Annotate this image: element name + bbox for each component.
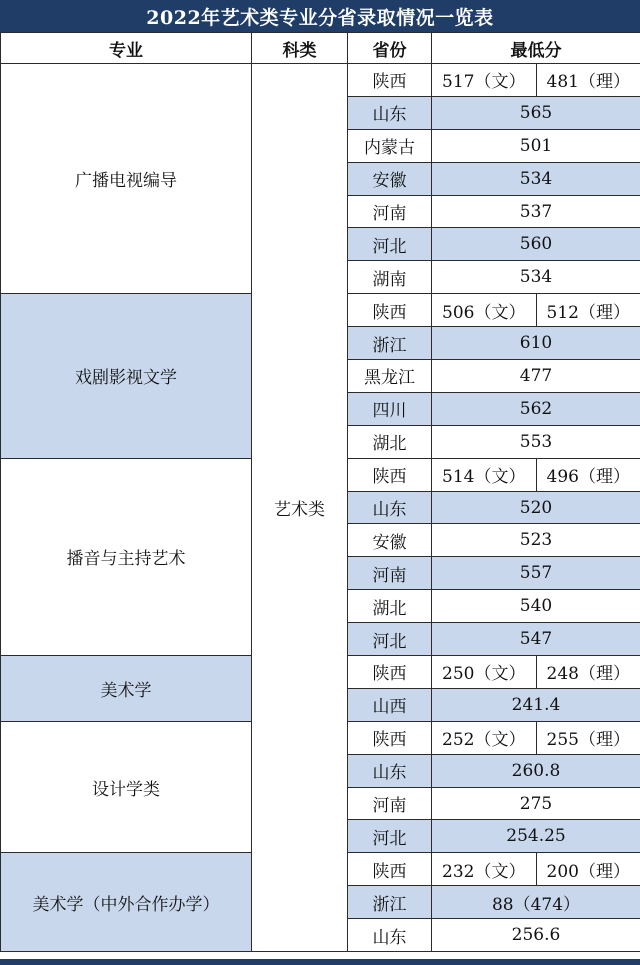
score-cell: 254.25 <box>432 820 640 853</box>
major-cell: 戏剧影视文学 <box>1 294 252 458</box>
province-cell: 陕西 <box>348 64 432 97</box>
score-cell <box>432 294 640 327</box>
score-cell: 88（474） <box>432 886 640 919</box>
province-cell: 河南 <box>348 787 432 820</box>
province-cell: 山西 <box>348 688 432 721</box>
score-cell: 557 <box>432 557 640 590</box>
province-cell: 陕西 <box>348 656 432 689</box>
bottom-bar <box>0 959 640 965</box>
province-cell: 山东 <box>348 96 432 129</box>
table-body <box>1 64 640 952</box>
province-cell: 河南 <box>348 195 432 228</box>
score-wen: 232（文） <box>442 861 526 882</box>
score-cell: 534 <box>432 261 640 294</box>
score-cell: 540 <box>432 590 640 623</box>
province-cell: 四川 <box>348 392 432 425</box>
province-cell: 内蒙古 <box>348 129 432 162</box>
score-wen: 517（文） <box>442 72 526 93</box>
score-cell: 565 <box>432 96 640 129</box>
province-cell: 安徽 <box>348 162 432 195</box>
score-cell: 520 <box>432 491 640 524</box>
header-min-score: 最低分 <box>432 33 640 64</box>
province-cell: 湖北 <box>348 590 432 623</box>
score-cell: 560 <box>432 228 640 261</box>
province-cell: 湖北 <box>348 425 432 458</box>
score-wen: 514（文） <box>442 467 526 488</box>
score-cell: 477 <box>432 360 640 393</box>
score-wen: 252（文） <box>442 730 526 751</box>
province-cell: 河北 <box>348 623 432 656</box>
province-cell: 陕西 <box>348 853 432 886</box>
score-cell <box>432 64 640 97</box>
province-cell: 浙江 <box>348 327 432 360</box>
score-cell: 241.4 <box>432 688 640 721</box>
score-cell: 501 <box>432 129 640 162</box>
score-cell: 256.6 <box>432 919 640 952</box>
score-cell: 534 <box>432 162 640 195</box>
score-cell: 537 <box>432 195 640 228</box>
score-cell: 610 <box>432 327 640 360</box>
header-major: 专业 <box>1 33 252 64</box>
admission-table <box>0 32 640 952</box>
header-province: 省份 <box>348 33 432 64</box>
major-cell: 设计学类 <box>1 721 252 853</box>
province-cell: 陕西 <box>348 721 432 754</box>
category-cell: 艺术类 <box>252 64 348 952</box>
province-cell: 陕西 <box>348 294 432 327</box>
score-cell <box>432 656 640 689</box>
page-title: 2022年艺术类专业分省录取情况一览表 <box>0 0 640 32</box>
score-cell <box>432 721 640 754</box>
score-cell <box>432 853 640 886</box>
province-cell: 陕西 <box>348 458 432 491</box>
province-cell: 河南 <box>348 557 432 590</box>
major-cell: 美术学 <box>1 656 252 722</box>
province-cell: 浙江 <box>348 886 432 919</box>
province-cell: 河北 <box>348 228 432 261</box>
province-cell: 山东 <box>348 919 432 952</box>
major-cell: 美术学（中外合作办学） <box>1 853 252 952</box>
score-cell: 275 <box>432 787 640 820</box>
score-cell: 523 <box>432 524 640 557</box>
score-li: 200（理） <box>536 853 640 885</box>
score-cell <box>432 458 640 491</box>
score-li: 255（理） <box>536 722 640 754</box>
province-cell: 安徽 <box>348 524 432 557</box>
score-li: 481（理） <box>536 64 640 96</box>
province-cell: 山东 <box>348 491 432 524</box>
province-cell: 河北 <box>348 820 432 853</box>
score-li: 512（理） <box>536 294 640 326</box>
major-cell: 广播电视编导 <box>1 64 252 294</box>
score-wen: 250（文） <box>442 664 526 685</box>
table-row <box>1 64 640 97</box>
score-cell: 562 <box>432 392 640 425</box>
score-cell: 553 <box>432 425 640 458</box>
major-cell: 播音与主持艺术 <box>1 458 252 655</box>
score-wen: 506（文） <box>442 302 526 323</box>
score-cell: 260.8 <box>432 754 640 787</box>
score-li: 496（理） <box>536 459 640 491</box>
header-row <box>1 33 640 64</box>
province-cell: 山东 <box>348 754 432 787</box>
score-li: 248（理） <box>536 656 640 688</box>
province-cell: 湖南 <box>348 261 432 294</box>
score-cell: 547 <box>432 623 640 656</box>
province-cell: 黑龙江 <box>348 360 432 393</box>
header-category: 科类 <box>252 33 348 64</box>
